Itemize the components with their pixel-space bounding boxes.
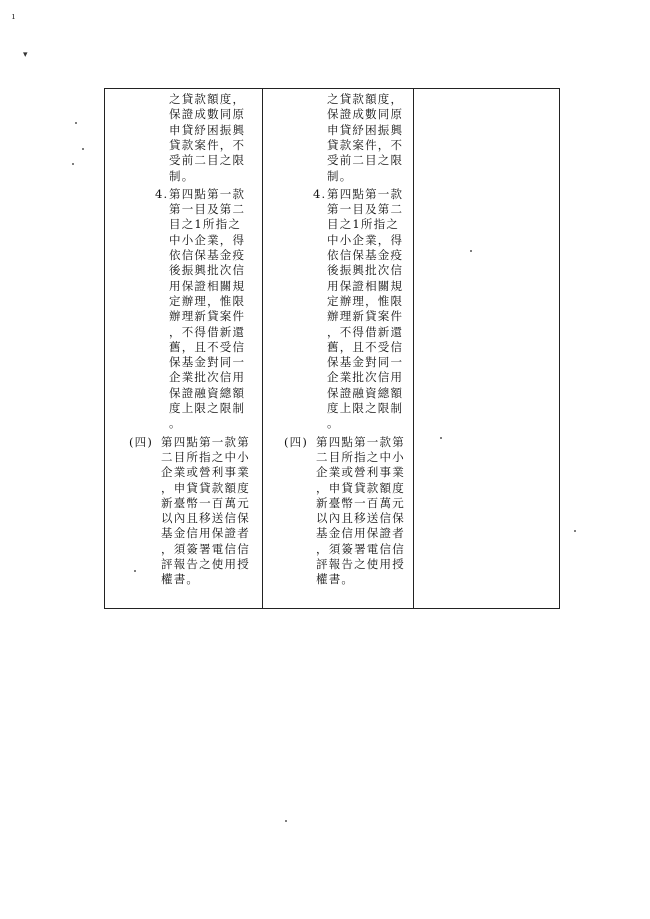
text-line: ，申貸貸款額度 — [316, 480, 405, 495]
section-number: (四) — [284, 434, 309, 449]
text-line: 權書。 — [316, 572, 355, 587]
text-line: 二目所指之中小 — [161, 449, 250, 464]
text-line: 中小企業，得 — [169, 232, 246, 247]
text-line: 基金信用保證者 — [316, 526, 405, 541]
scan-mark-arrow: ▾ — [23, 50, 28, 60]
text-line: 基金信用保證者 — [161, 526, 250, 541]
text-line: 新臺幣一百萬元 — [316, 495, 405, 510]
item-number: 4. — [155, 186, 169, 201]
text-line: 制。 — [327, 168, 353, 183]
text-line: 定辦理，惟限 — [327, 293, 404, 308]
text-line: 保證融資總額 — [327, 385, 404, 400]
text-line: 度上限之限制 — [327, 401, 404, 415]
scan-speck — [285, 820, 287, 822]
cell-revised-content — [263, 89, 413, 608]
text-line: 定辦理，惟限 — [169, 293, 246, 308]
text-line: 第四點第一款 — [169, 186, 246, 201]
text-line: 辦理新貸案件 — [169, 309, 246, 324]
text-line: 以內且移送信保 — [161, 511, 250, 526]
text-line: 目之1所指之 — [327, 217, 400, 232]
text-line: 企業批次信用 — [327, 370, 404, 385]
text-line: 第一目及第二 — [169, 202, 246, 217]
text-line: 舊，且不受信 — [169, 339, 246, 354]
text-line: 用保證相關規 — [169, 278, 246, 293]
scan-mark-top: ı — [12, 12, 15, 22]
table-cell-original — [105, 89, 263, 609]
text-line: 制。 — [169, 168, 195, 183]
text-line: 保基金對同一 — [169, 355, 246, 370]
text-line: 權書。 — [161, 572, 200, 587]
text-line: 依信保基金疫 — [169, 248, 246, 262]
cell-notes-content — [414, 89, 559, 608]
text-line: 第一目及第二 — [327, 202, 404, 217]
text-line: 第四點第一款 — [327, 186, 404, 201]
text-line: 中小企業，得 — [327, 232, 404, 247]
text-line: 目之1所指之 — [169, 217, 242, 232]
text-line: 第四點第一款第 — [316, 434, 405, 449]
text-line: 企業批次信用 — [169, 370, 246, 385]
text-line: 新臺幣一百萬元 — [161, 495, 250, 510]
text-line: 依信保基金疫 — [327, 248, 404, 262]
text-line: 保基金對同一 — [327, 355, 404, 370]
text-line: 二目所指之中小 — [316, 449, 405, 464]
scan-speck — [72, 163, 74, 165]
text-line: 後振興批次信 — [169, 263, 246, 278]
text-line: 保證成數同原 — [169, 107, 246, 122]
text-line: ，須簽署電信信 — [316, 541, 405, 556]
section-number: (四) — [129, 434, 154, 449]
table-cell-notes — [414, 89, 560, 609]
text-line: 貸款案件，不 — [327, 137, 404, 152]
scan-speck — [574, 530, 576, 532]
text-line: 之貸款額度， — [327, 92, 404, 106]
text-line: 度上限之限制 — [169, 401, 246, 415]
text-line: 保證融資總額 — [169, 385, 246, 400]
text-line: 辦理新貸案件 — [327, 309, 404, 324]
text-line: 評報告之使用授 — [161, 557, 250, 571]
comparison-table — [104, 88, 560, 609]
text-line: 保證成數同原 — [327, 107, 404, 122]
scan-speck — [75, 122, 77, 124]
text-line: 。 — [327, 416, 340, 431]
text-line: 申貸紓困振興 — [327, 122, 404, 137]
text-line: 企業或營利事業 — [161, 465, 250, 480]
text-line: 貸款案件，不 — [169, 137, 246, 152]
cell-original-content — [105, 89, 262, 608]
text-line: 以內且移送信保 — [316, 511, 405, 526]
text-line: 用保證相關規 — [327, 278, 404, 293]
text-line: 之貸款額度， — [169, 92, 246, 106]
text-line: 後振興批次信 — [327, 263, 404, 278]
text-line: 企業或營利事業 — [316, 465, 405, 480]
text-line: ，申貸貸款額度 — [161, 480, 250, 495]
text-line: ，須簽署電信信 — [161, 541, 250, 556]
scan-speck — [82, 148, 84, 150]
table-cell-revised — [263, 89, 414, 609]
text-line: 舊，且不受信 — [327, 339, 404, 354]
text-line: 第四點第一款第 — [161, 434, 250, 449]
text-line: 評報告之使用授 — [316, 557, 405, 571]
text-line: 。 — [169, 416, 182, 431]
text-line: 受前二目之限 — [169, 153, 246, 168]
text-line: 受前二目之限 — [327, 153, 404, 168]
text-line: ，不得借新還 — [327, 324, 404, 339]
text-line: 申貸紓困振興 — [169, 122, 246, 137]
text-line: ，不得借新還 — [169, 324, 246, 339]
item-number: 4. — [313, 186, 327, 201]
